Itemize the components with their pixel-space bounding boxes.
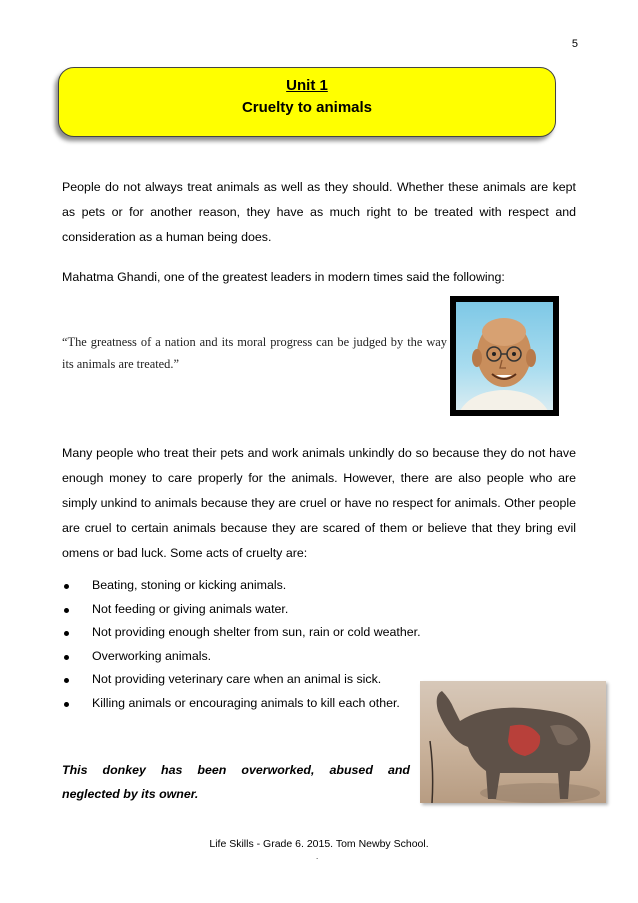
list-item: Beating, stoning or kicking animals. <box>62 574 462 598</box>
unit-header-box <box>58 67 556 137</box>
donkey-photo-image <box>420 681 606 803</box>
cruelty-acts-list <box>62 574 462 716</box>
page-footer: Life Skills - Grade 6. 2015. Tom Newby School. <box>209 838 429 850</box>
donkey-photo-drawing <box>420 681 606 803</box>
list-item: Not providing enough shelter from sun, rain or cold weather. <box>62 621 462 645</box>
list-item: Killing animals or encouraging animals to kill each other. <box>62 692 462 716</box>
footer-dot: . <box>316 852 319 861</box>
gandhi-portrait-image <box>450 296 559 416</box>
gandhi-intro-paragraph: Mahatma Ghandi, one of the greatest leaders in modern times said the following: <box>62 270 505 284</box>
list-item: Not providing veterinary care when an animal is sick. <box>62 668 462 692</box>
list-item: Overworking animals. <box>62 645 462 669</box>
unit-subtitle: Cruelty to animals <box>241 99 373 116</box>
gandhi-quote: “The greatness of a nation and its moral progress can be judged by the way its animals are treated.” <box>62 335 447 371</box>
unit-title: Unit 1 <box>286 77 328 94</box>
caption-line-1: This donkey has been overworked, abused and <box>62 763 410 777</box>
gandhi-portrait-drawing <box>456 302 553 410</box>
caption-line-2: neglected by its owner. <box>62 787 199 801</box>
cruelty-reasons-paragraph: Many people who treat their pets and work animals unkindly do so because they do not have enough money to care properly for the animals. However, there are also people who are simply unkind to animals because they are cruel or have no respect for animals. Other people are cruel to certain animals because they are scared of them or believe that they bring evil omens or bad luck. Some acts of cruelty are: <box>62 446 576 560</box>
list-item: Not feeding or giving animals water. <box>62 598 462 622</box>
donkey-caption <box>62 758 410 806</box>
intro-paragraph: People do not always treat animals as well as they should. Whether these animals are kept as pets or for another reason, they have as much right to be treated with respect and consideration as a human being does. <box>62 180 576 244</box>
page-number: 5 <box>571 38 578 50</box>
